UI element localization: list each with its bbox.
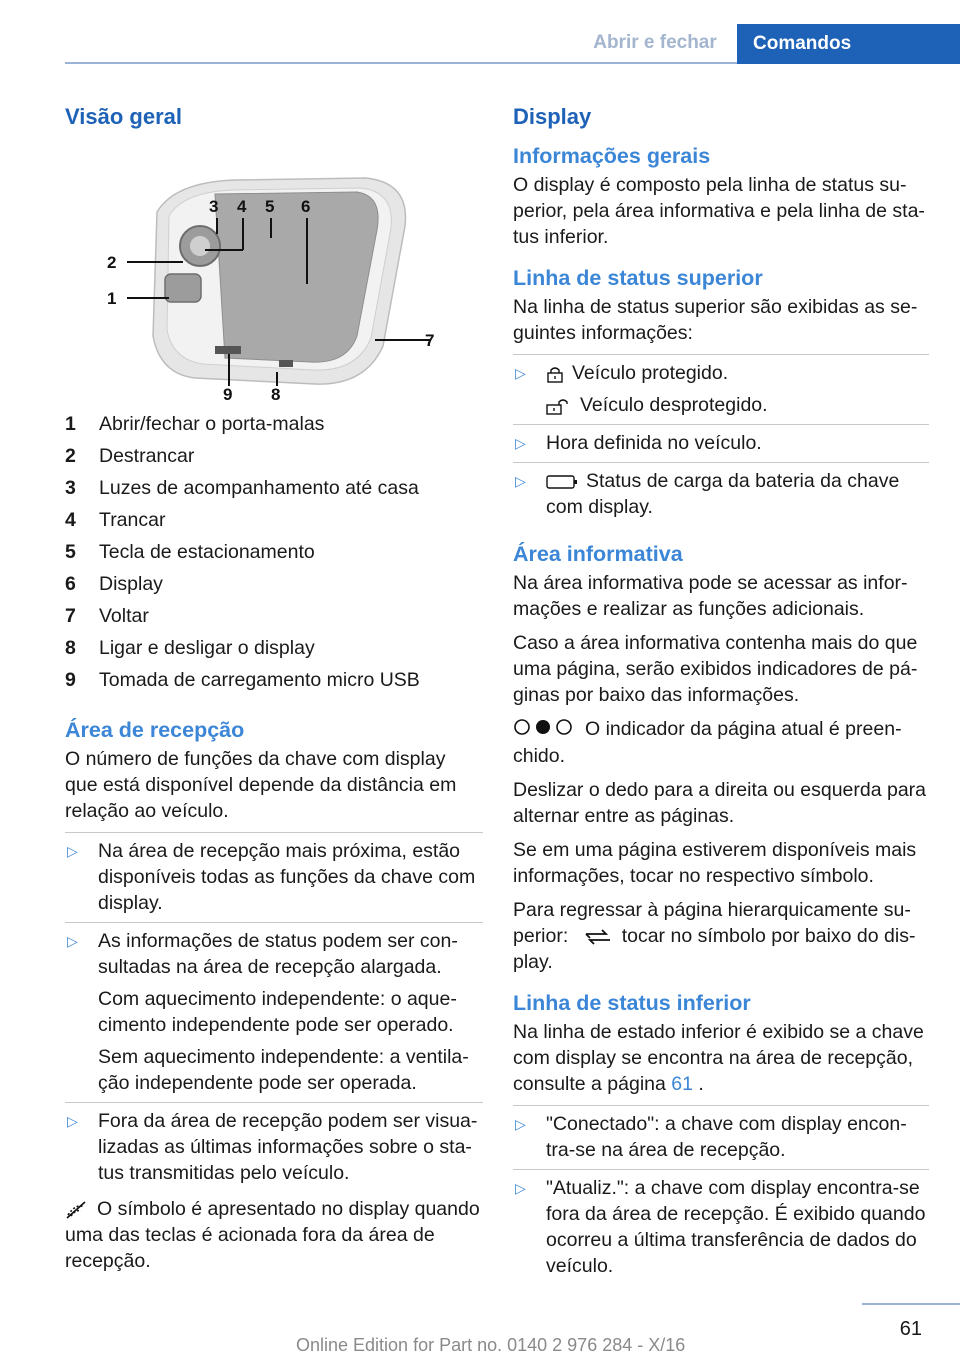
subheading-area-informativa: Área informativa (513, 542, 683, 566)
signal-off-icon (65, 1201, 87, 1219)
legend-item: 1 Abrir/fechar o porta-malas (65, 413, 325, 435)
fig-label-6: 6 (301, 197, 311, 216)
legend-item: 9 Tomada de carregamento micro USB (65, 669, 420, 691)
subheading-area-recepcao: Área de recepção (65, 718, 245, 742)
triangle-bullet-icon: ▷ (515, 1179, 526, 1196)
fig-label-4: 4 (237, 197, 247, 216)
reception-bullets (65, 832, 483, 1192)
upper-bullets (513, 354, 929, 526)
page-indicator-icon (513, 717, 575, 743)
reception-intro: O número de funções da chave com display que está disponível depende da distância em relação ao veículo. (65, 748, 457, 822)
battery-icon (546, 474, 578, 490)
section-title-visao-geral: Visão geral (65, 104, 182, 129)
fig-label-7: 7 (425, 331, 435, 350)
lock-open-icon (546, 397, 572, 415)
fig-label-1: 1 (107, 289, 117, 308)
list-item: ▷ Na área de recepção mais próxima, estão disponíveis todas as funções da chave com display. (65, 833, 483, 923)
triangle-bullet-icon: ▷ (515, 435, 526, 451)
fig-label-3: 3 (209, 197, 219, 216)
tab-abrir-e-fechar[interactable]: Abrir e fechar (593, 32, 717, 53)
subheading-status-inferior: Linha de status inferior (513, 990, 751, 1015)
list-item: ▷ Status de carga da bateria da chave com display. (515, 470, 900, 518)
legend-item: 5 Tecla de estacionamento (65, 541, 315, 563)
upper-intro: Na linha de status superior são exibidas as seguintes informações: (513, 296, 918, 344)
lock-closed-icon (546, 365, 564, 383)
list-item: ▷ Fora da área de recepção podem ser visualizadas as últimas informações sobre o status transmitidas pelo veículo. (67, 1110, 478, 1184)
display-key-image (65, 146, 483, 400)
lower-intro: Na linha de estado inferior é exibido se a chave com display se encontra na área de recepção, consulte a página 61 . (513, 1020, 924, 1095)
tab-comandos[interactable]: Comandos (737, 24, 960, 64)
info-paragraph: Se em uma página estiverem disponíveis mais informações, tocar no respectivo símbolo. (513, 838, 917, 887)
lower-bullets (513, 1105, 929, 1285)
page-indicator-paragraph: O indicador da página atual é preenchido. (513, 718, 902, 767)
list-item: ▷ As informações de status podem ser consultadas na área de recepção alargada. Com aquecimento independente: o aquecimento independente pode ser operado. Sem aquecimento independente: a ventilação independente pode ser operada. (65, 923, 483, 1103)
subheading-status-superior: Linha de status superior (513, 266, 763, 290)
list-item: ▷ "Conectado": a chave com display encontra-se na área de recepção. (513, 1106, 929, 1170)
fig-label-5: 5 (265, 197, 275, 216)
legend-item: 7 Voltar (65, 605, 149, 627)
triangle-bullet-icon: ▷ (67, 933, 78, 949)
list-item: ▷ Veículo protegido. Veículo desprotegido. (513, 355, 929, 425)
right-column (513, 100, 929, 1285)
list-item: ▷ Hora definida no veículo. (513, 425, 929, 463)
section-title-display: Display (513, 104, 592, 129)
list-item: ▷ "Atualiz.": a chave com display encontra-se fora da área de recepção. É exibido quando ocorreu a última transferência de dados do veículo. (515, 1176, 926, 1277)
back-arrow-icon (584, 929, 612, 945)
page-number: 61 (899, 1318, 922, 1340)
legend-item: 3 Luzes de acompanhamento até casa (65, 477, 419, 499)
footer-rule (862, 1303, 960, 1305)
subheading-informacoes-gerais: Informações gerais (513, 144, 711, 168)
fig-label-2: 2 (107, 253, 117, 272)
fig-label-9: 9 (223, 385, 233, 400)
fig-label-8: 8 (271, 385, 281, 400)
legend-item: 2 Destrancar (65, 445, 195, 467)
page-reference-link[interactable]: 61 (671, 1072, 693, 1095)
triangle-bullet-icon: ▷ (67, 1113, 78, 1129)
legend-item: 6 Display (65, 573, 163, 595)
back-paragraph: Para regressar à página hierarquicamente superior: tocar no símbolo por baixo do display. (513, 898, 916, 973)
triangle-bullet-icon: ▷ (515, 1115, 526, 1132)
info-paragraph: Na área informativa pode se acessar as informações e realizar as funções adicionais. (513, 572, 908, 620)
triangle-bullet-icon: ▷ (67, 843, 78, 859)
legend-list (65, 408, 483, 696)
left-column (65, 100, 483, 1282)
general-text: O display é composto pela linha de status superior, pela área informativa e pela linha de status inferior. (513, 174, 925, 248)
legend-item: 4 Trancar (65, 509, 166, 531)
triangle-bullet-icon: ▷ (515, 365, 526, 381)
key-illustration (65, 146, 483, 400)
triangle-bullet-icon: ▷ (515, 473, 526, 489)
edition-footer: Online Edition for Part no. 0140 2 976 284 - X/16 (296, 1335, 686, 1355)
legend-item: 8 Ligar e desligar o display (65, 637, 315, 659)
info-paragraph: Caso a área informativa contenha mais do que uma página, serão exibidos indicadores de páginas por baixo das informações. (513, 632, 918, 706)
info-paragraph: Deslizar o dedo para a direita ou esquerda para alternar entre as páginas. (513, 778, 927, 827)
symbol-note: O símbolo é apresentado no display quando uma das teclas é acionada fora da área de recepção. (65, 1198, 480, 1272)
